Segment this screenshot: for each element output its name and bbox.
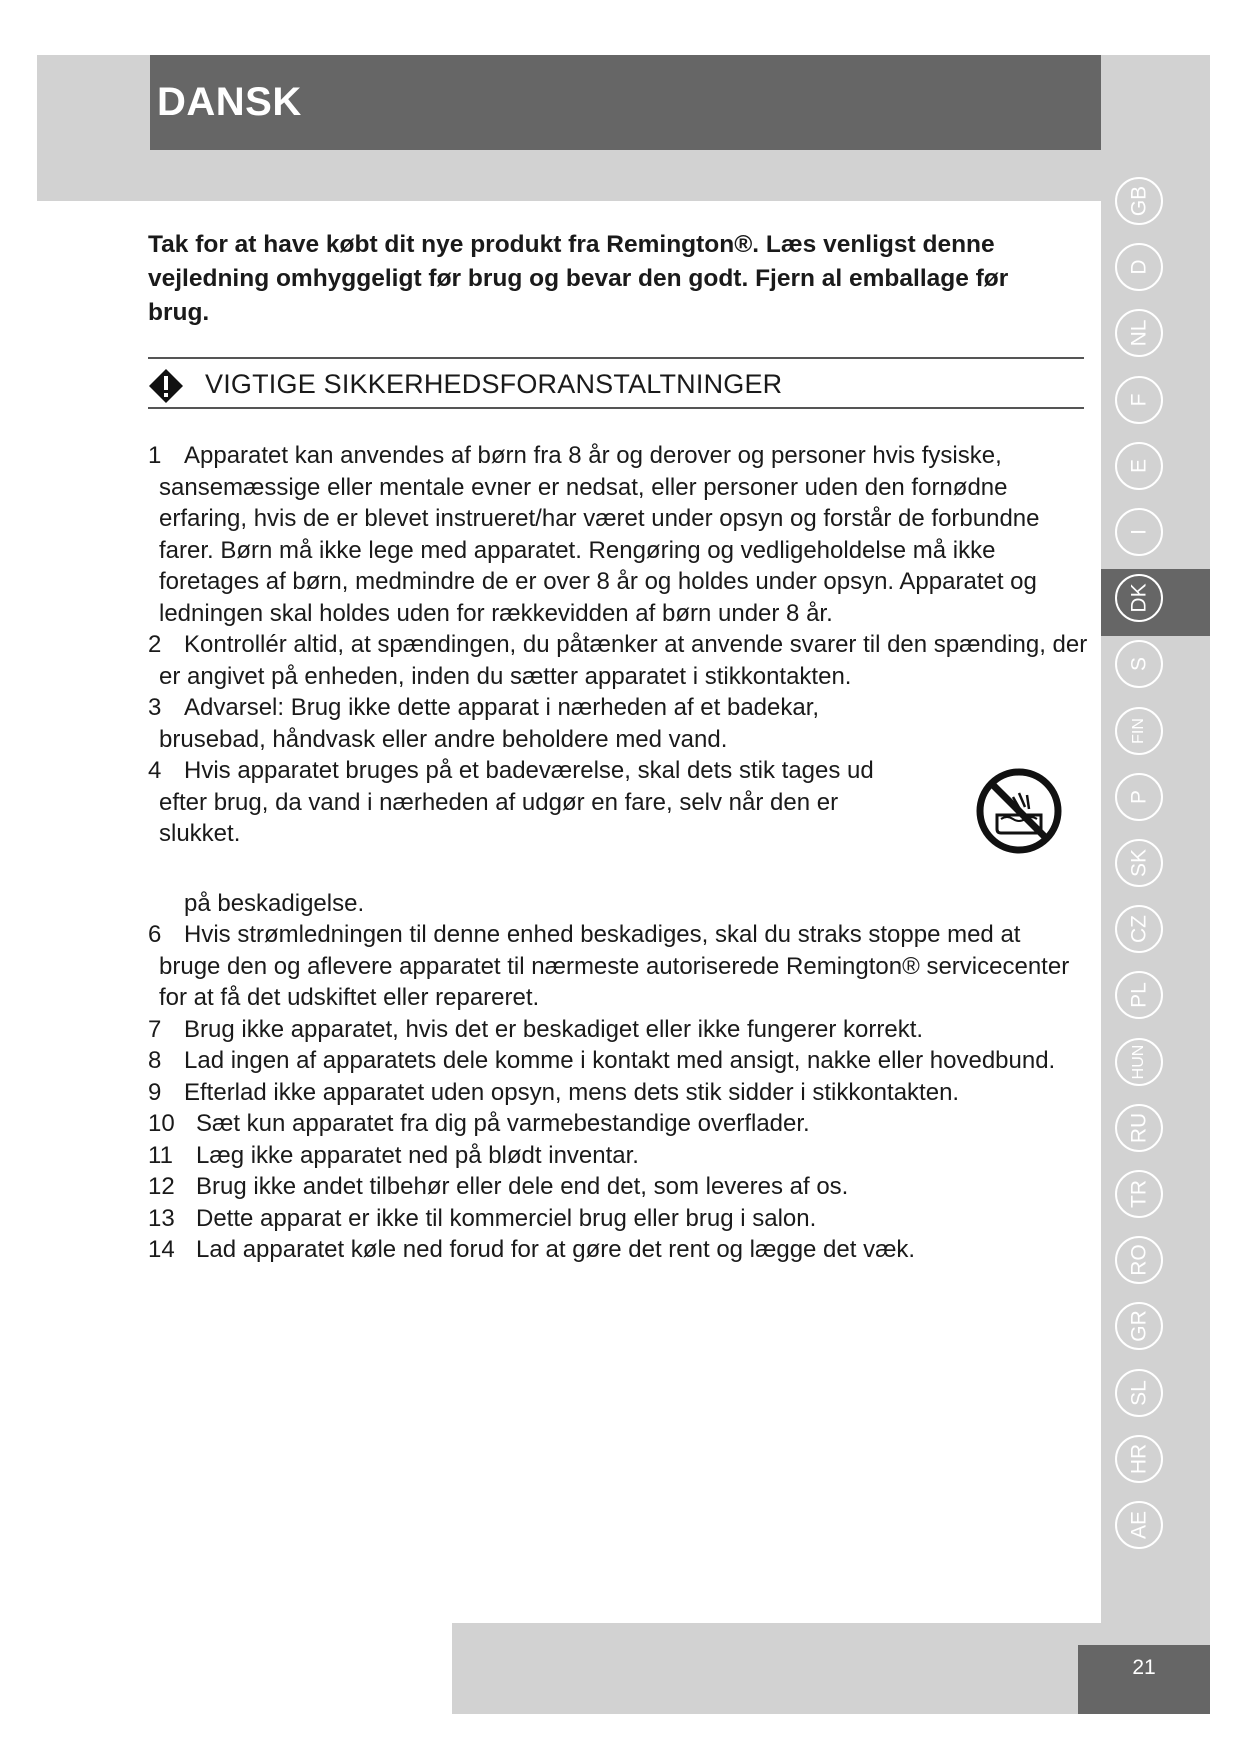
list-item bbox=[148, 440, 1088, 629]
language-tab-dk[interactable] bbox=[1115, 574, 1163, 622]
item-number: 6 bbox=[148, 921, 162, 948]
language-tab-label: D bbox=[1127, 259, 1151, 275]
item-number: 7 bbox=[148, 1015, 162, 1043]
item-number: 13 bbox=[148, 1204, 175, 1232]
language-tab-label: NL bbox=[1127, 319, 1151, 347]
language-tab-label: P bbox=[1127, 789, 1151, 805]
language-tab-label: HUN bbox=[1130, 1044, 1147, 1080]
item-text: Advarsel: Brug ikke dette apparat i nærheden af et badekar, brusebad, håndvask eller andre beholdere med vand. bbox=[159, 694, 820, 753]
language-tab-d[interactable] bbox=[1115, 243, 1163, 291]
divider-bottom bbox=[148, 407, 1084, 409]
list-item bbox=[148, 755, 1088, 850]
language-tab-ae[interactable] bbox=[1115, 1501, 1163, 1549]
language-tab-sk[interactable] bbox=[1115, 839, 1163, 887]
list-item bbox=[148, 1045, 1088, 1077]
language-tab-gr[interactable] bbox=[1115, 1302, 1163, 1350]
language-tab-hr[interactable] bbox=[1115, 1435, 1163, 1483]
language-tab-label: SL bbox=[1127, 1380, 1151, 1406]
item-text: Hvis strømledningen til denne enhed beskadiges, skal du straks stoppe med at bruge den og aflevere apparatet til nærmeste autoriserede Remington® servicecenter for at få det udskiftet eller repareret. bbox=[159, 921, 1070, 1011]
item-number: 11 bbox=[148, 1141, 173, 1169]
language-tab-p[interactable] bbox=[1115, 773, 1163, 821]
language-tab-label: AE bbox=[1127, 1510, 1151, 1540]
language-tab-label: CZ bbox=[1127, 915, 1151, 943]
item-text: Læg ikke apparatet ned på blødt inventar. bbox=[196, 1141, 639, 1169]
language-tab-label: SK bbox=[1127, 848, 1151, 878]
language-tab-nl[interactable] bbox=[1115, 309, 1163, 357]
item-text: Brug ikke andet tilbehør eller dele end det, som leveres af os. bbox=[196, 1173, 849, 1200]
item-text: på beskadigelse. bbox=[184, 889, 365, 917]
item-text: Dette apparat er ikke til kommerciel brug eller brug i salon. bbox=[196, 1204, 817, 1232]
item-number: 1 bbox=[148, 442, 162, 469]
language-tab-e[interactable] bbox=[1115, 442, 1163, 490]
item-number: 4 bbox=[148, 757, 162, 784]
language-tab-ro[interactable] bbox=[1115, 1236, 1163, 1284]
list-item bbox=[148, 1171, 1088, 1203]
language-tab-sl[interactable] bbox=[1115, 1369, 1163, 1417]
list-item bbox=[148, 1014, 1088, 1046]
item-text: Efterlad ikke apparatet uden opsyn, mens dets stik sidder i stikkontakten. bbox=[184, 1078, 960, 1106]
list-item bbox=[148, 1077, 1088, 1109]
item-text: Hvis apparatet bruges på et badeværelse, skal dets stik tages ud efter brug, da vand i nærheden af udgør en fare, selv når den er slukket. bbox=[159, 757, 874, 847]
language-tab-label: HR bbox=[1127, 1443, 1151, 1475]
language-tab-i[interactable] bbox=[1115, 508, 1163, 556]
item-number: 8 bbox=[148, 1047, 162, 1074]
item-number: 10 bbox=[148, 1110, 175, 1137]
divider-top bbox=[148, 357, 1084, 359]
language-tab-s[interactable] bbox=[1115, 640, 1163, 688]
language-tab-label: RO bbox=[1127, 1244, 1151, 1276]
list-item bbox=[148, 888, 1088, 920]
item-number: 9 bbox=[148, 1078, 162, 1106]
list-item bbox=[148, 1203, 1088, 1235]
language-tab-hun[interactable] bbox=[1115, 1038, 1163, 1086]
item-text: Sæt kun apparatet fra dig på varmebestandige overflader. bbox=[196, 1110, 810, 1137]
list-item bbox=[148, 1140, 1088, 1172]
list-item bbox=[148, 692, 1088, 755]
page-title: DANSK bbox=[150, 55, 1101, 150]
language-tab-f[interactable] bbox=[1115, 376, 1163, 424]
list-item bbox=[148, 629, 1088, 692]
language-tab-cz[interactable] bbox=[1115, 905, 1163, 953]
language-tab-label: GB bbox=[1127, 185, 1151, 217]
warning-diamond-icon bbox=[148, 368, 184, 404]
item-number: 12 bbox=[148, 1173, 175, 1200]
language-tab-label: RU bbox=[1127, 1112, 1151, 1144]
language-tab-label: GR bbox=[1127, 1310, 1151, 1342]
language-tab-label: FIN bbox=[1130, 718, 1147, 744]
item-number: 3 bbox=[148, 694, 162, 721]
spacer bbox=[148, 850, 1088, 888]
no-water-warning-icon bbox=[975, 767, 1063, 855]
language-tab-label: E bbox=[1127, 458, 1151, 474]
safety-list bbox=[148, 440, 1088, 1266]
item-text: Kontrollér altid, at spændingen, du påtænker at anvende svarer til den spænding, der er angivet på enheden, inden du sætter apparatet i stikkontakten. bbox=[159, 631, 1088, 690]
item-number: 14 bbox=[148, 1236, 175, 1263]
item-number: 2 bbox=[148, 631, 162, 658]
language-tab-pl[interactable] bbox=[1115, 971, 1163, 1019]
language-tab-tr[interactable] bbox=[1115, 1170, 1163, 1218]
item-text: Apparatet kan anvendes af børn fra 8 år og derover og personer hvis fysiske, sansemæssige eller mentale evner er nedsat, eller personer uden den fornødne erfaring, hvis de er blevet instrueret/har været under opsyn og forstår de forbundne farer. Børn må ikke lege med apparatet. Rengøring og vedligeholdelse må ikke foretages af børn, medmindre de er over 8 år og holdes under opsyn. Apparatet og ledningen skal holdes uden for rækkevidden af børn under 8 år. bbox=[159, 442, 1040, 627]
list-item bbox=[148, 919, 1088, 1014]
language-tab-label: S bbox=[1127, 656, 1151, 672]
language-tab-label: I bbox=[1127, 529, 1151, 535]
item-text: Lad ingen af apparatets dele komme i kontakt med ansigt, nakke eller hovedbund. bbox=[184, 1047, 1056, 1074]
section-heading: VIGTIGE SIKKERHEDSFORANSTALTNINGER bbox=[205, 369, 783, 399]
item-text: Lad apparatet køle ned forud for at gøre det rent og lægge det væk. bbox=[196, 1236, 916, 1263]
language-tab-label: TR bbox=[1127, 1180, 1151, 1208]
language-tab-fin[interactable] bbox=[1115, 707, 1163, 755]
list-item bbox=[148, 1108, 1088, 1140]
item-text: Brug ikke apparatet, hvis det er beskadiget eller ikke fungerer korrekt. bbox=[184, 1015, 924, 1043]
list-item bbox=[148, 1234, 1088, 1266]
language-tab-gb[interactable] bbox=[1115, 177, 1163, 225]
language-tab-label: DK bbox=[1127, 583, 1151, 613]
language-tab-ru[interactable] bbox=[1115, 1104, 1163, 1152]
intro-text: Tak for at have købt dit nye produkt fra Remington®. Læs venligst denne vejledning omhyggeligt før brug og bevar den godt. Fjern al emballage før brug. bbox=[148, 231, 1009, 326]
page-number: 21 bbox=[1078, 1645, 1210, 1714]
language-tab-label: F bbox=[1127, 393, 1151, 407]
language-tab-label: PL bbox=[1127, 982, 1151, 1008]
